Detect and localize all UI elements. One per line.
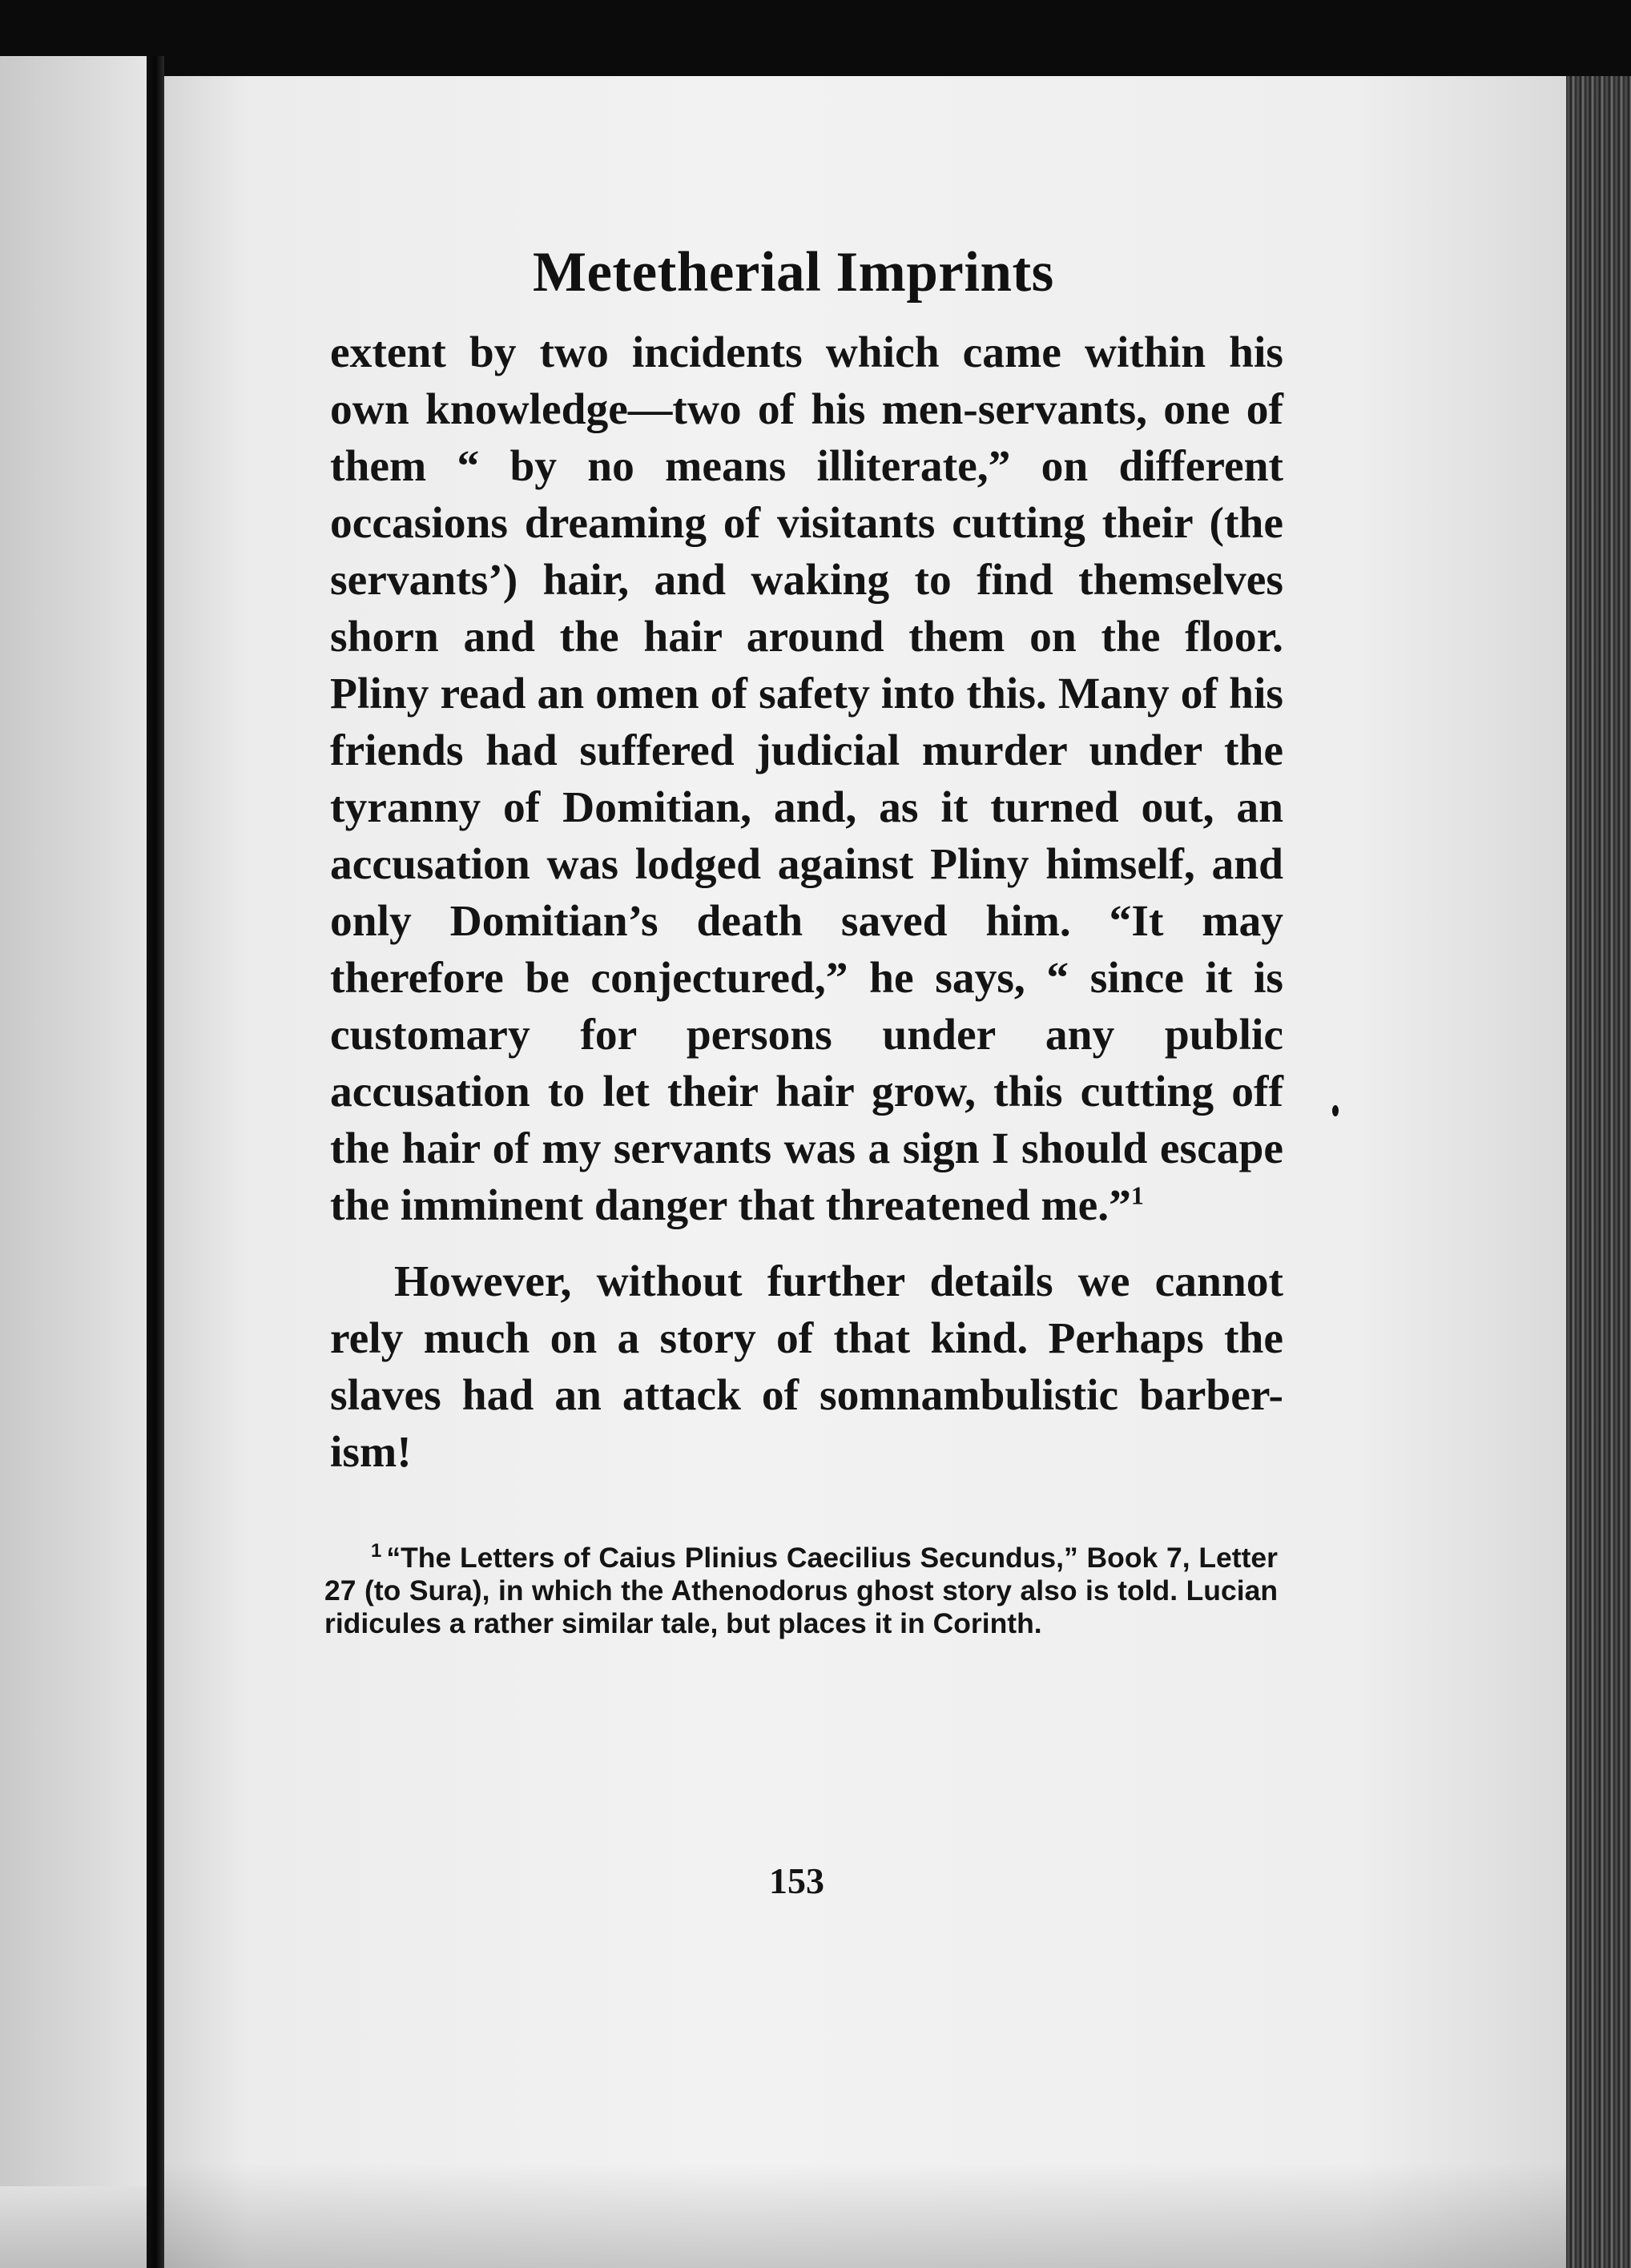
footnote-reference[interactable]: 1 [1130,1180,1144,1210]
body-text [330,324,1283,1481]
page-stack-edge [1566,76,1631,2268]
facing-page-edge [0,56,148,2268]
footnote [324,1542,1278,1640]
footnote-number: 1 [371,1540,382,1562]
paragraph [330,324,1283,1234]
facing-page-bottom [0,2186,148,2268]
page-shadow [164,2162,1566,2268]
ink-speck [1332,1105,1339,1116]
paragraph: However, without further details we cannot rely much on a story of that kind. Perhaps the slaves had an attack of somnambulistic barber-ism! [330,1257,1283,1477]
footnote-text: “The Letters of Caius Plinius Caecilius Secundus,” Book 7, Letter 27 (to Sura), in which the Athenodorus ghost story also is told. Lucian ridicules a rather similar tale, but places it in Corinth. [324,1542,1278,1639]
book-gutter [147,56,164,2268]
page-number: 153 [769,1860,824,1901]
paragraph-text: extent by two incidents which came within his own knowledge—two of his men-servants, one of them “ by no means illiterate,” on different occasions dreaming of visitants cutting their (the servants’) hair, and waking to find themselves shorn and the hair around them on the floor. Pliny read an omen of safety into this. Many of his friends had suffered judicial murder under the tyranny of Domitian, and, as it turned out, an accusation was lodged against Pliny himself, and only Domitian’s death saved him. “It may therefore be conjectured,” he says, “ since it is customary for persons under any public accusation to let their hair grow, this cutting off the hair of my servants was a sign I should escape the imminent danger that threatened me.” [330,328,1283,1230]
running-head: Metetherial Imprints [533,241,1054,304]
